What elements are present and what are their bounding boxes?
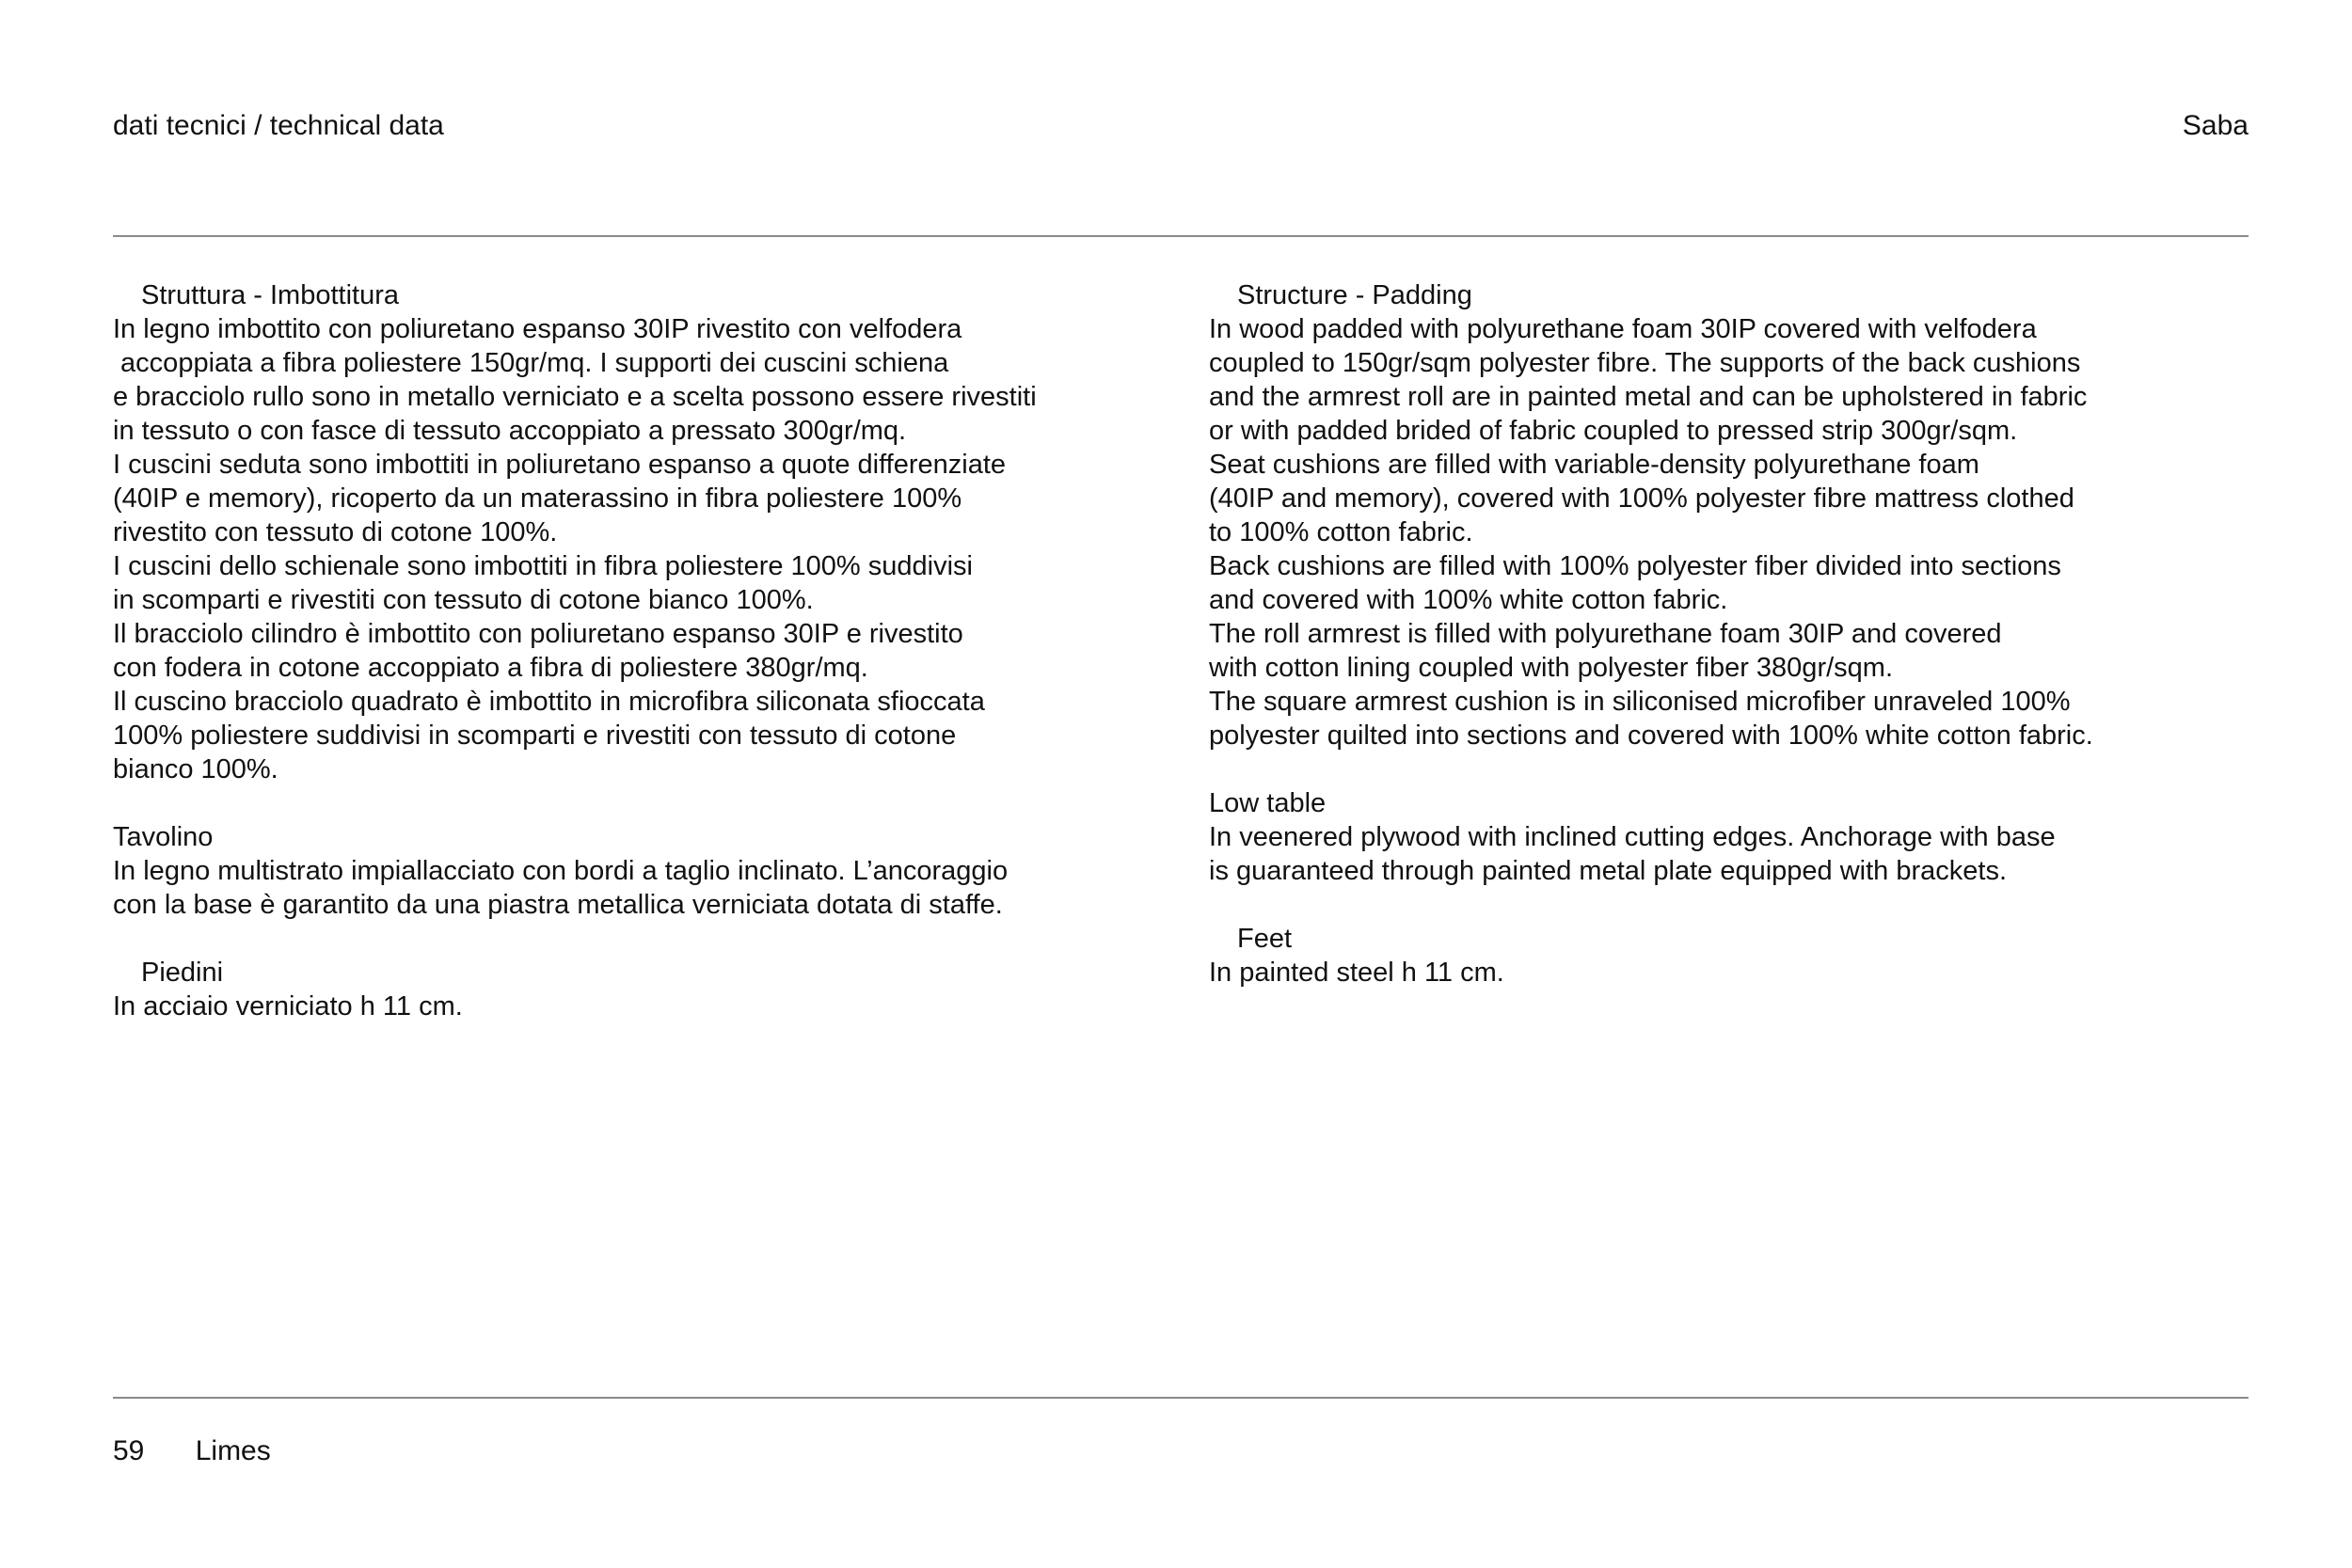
text-line: and the armrest roll are in painted metal and can be upholstered in fabric bbox=[1209, 382, 2088, 412]
text-line: coupled to 150gr/sqm polyester fibre. The supports of the back cushions bbox=[1209, 348, 2081, 378]
text-line: e bracciolo rullo sono in metallo verniciato e a scelta possono essere rivestiti bbox=[113, 382, 1037, 412]
text-line: (40IP and memory), covered with 100% polyester fibre mattress clothed bbox=[1209, 483, 2074, 514]
english-structure-title: Structure - Padding bbox=[1237, 280, 1472, 310]
text-line: to 100% cotton fabric. bbox=[1209, 517, 1473, 547]
italian-table-title: Tavolino bbox=[113, 822, 214, 852]
text-line: In legno multistrato impiallacciato con bordi a taglio inclinato. L’ancoraggio bbox=[113, 856, 1009, 886]
text-line: and covered with 100% white cotton fabric. bbox=[1209, 585, 1728, 615]
text-line: In acciaio verniciato h 11 cm. bbox=[113, 991, 463, 1022]
text-line: con fodera in cotone accoppiato a fibra di poliestere 380gr/mq. bbox=[113, 653, 868, 683]
footer bbox=[113, 1434, 271, 1468]
text-line: I cuscini dello schienale sono imbottiti in fibra poliestere 100% suddivisi bbox=[113, 551, 973, 581]
text-line: con la base è garantito da una piastra metallica verniciata dotata di staffe. bbox=[113, 890, 1003, 920]
italian-structure-body bbox=[113, 312, 1148, 786]
italian-table-body bbox=[113, 854, 1148, 922]
italian-feet-section bbox=[113, 956, 1148, 1023]
document-section-label: dati tecnici / technical data bbox=[113, 110, 444, 141]
text-line: polyester quilted into sections and covered with 100% white cotton fabric. bbox=[1209, 721, 2093, 751]
italian-structure-section bbox=[113, 278, 1148, 786]
text-line: 100% poliestere suddivisi in scomparti e rivestiti con tessuto di cotone bbox=[113, 721, 957, 751]
page-number: 59 bbox=[113, 1435, 145, 1466]
bottom-divider bbox=[113, 1397, 2249, 1399]
english-feet-title: Feet bbox=[1237, 924, 1293, 954]
text-line: is guaranteed through painted metal plate equipped with brackets. bbox=[1209, 856, 2008, 886]
text-line: In painted steel h 11 cm. bbox=[1209, 958, 1504, 988]
italian-structure-title: Struttura - Imbottitura bbox=[141, 280, 399, 310]
text-line: The roll armrest is filled with polyurethane foam 30IP and covered bbox=[1209, 619, 2002, 649]
english-structure-section bbox=[1209, 278, 2253, 752]
text-line: I cuscini seduta sono imbottiti in poliuretano espanso a quote differenziate bbox=[113, 450, 1007, 480]
italian-table-section bbox=[113, 820, 1148, 922]
italian-feet-body bbox=[113, 990, 1148, 1023]
text-line: Il cuscino bracciolo quadrato è imbottito in microfibra siliconata sfioccata bbox=[113, 687, 985, 717]
english-table-title: Low table bbox=[1209, 788, 1327, 818]
text-line: The square armrest cushion is in siliconised microfiber unraveled 100% bbox=[1209, 687, 2071, 717]
product-name: Saba bbox=[2182, 110, 2249, 141]
text-line: In wood padded with polyurethane foam 30IP covered with velfodera bbox=[1209, 314, 2037, 344]
text-line: In veenered plywood with inclined cutting edges. Anchorage with base bbox=[1209, 822, 2056, 852]
top-divider bbox=[113, 235, 2249, 237]
text-line: Seat cushions are filled with variable-density polyurethane foam bbox=[1209, 450, 1979, 480]
text-line: with cotton lining coupled with polyester fiber 380gr/sqm. bbox=[1209, 653, 1893, 683]
collection-name: Limes bbox=[195, 1435, 271, 1466]
text-line: In legno imbottito con poliuretano espanso 30IP rivestito con velfodera bbox=[113, 314, 962, 344]
english-feet-body bbox=[1209, 956, 2253, 990]
text-line: bianco 100%. bbox=[113, 754, 278, 784]
text-line: in tessuto o con fasce di tessuto accoppiato a pressato 300gr/mq. bbox=[113, 416, 907, 446]
text-line: (40IP e memory), ricoperto da un materassino in fibra poliestere 100% bbox=[113, 483, 962, 514]
text-line: Back cushions are filled with 100% polyester fiber divided into sections bbox=[1209, 551, 2061, 581]
text-line: accoppiata a fibra poliestere 150gr/mq. I supporti dei cuscini schiena bbox=[113, 348, 949, 378]
english-column bbox=[1209, 278, 2253, 1023]
text-line: or with padded brided of fabric coupled to pressed strip 300gr/sqm. bbox=[1209, 416, 2018, 446]
italian-feet-title: Piedini bbox=[141, 958, 224, 988]
text-line: in scomparti e rivestiti con tessuto di cotone bianco 100%. bbox=[113, 585, 814, 615]
english-structure-body bbox=[1209, 312, 2253, 752]
text-line: rivestito con tessuto di cotone 100%. bbox=[113, 517, 558, 547]
english-feet-section bbox=[1209, 922, 2253, 990]
italian-column bbox=[113, 278, 1148, 1057]
text-line: Il bracciolo cilindro è imbottito con poliuretano espanso 30IP e rivestito bbox=[113, 619, 963, 649]
english-table-body bbox=[1209, 820, 2253, 888]
english-table-section bbox=[1209, 786, 2253, 888]
